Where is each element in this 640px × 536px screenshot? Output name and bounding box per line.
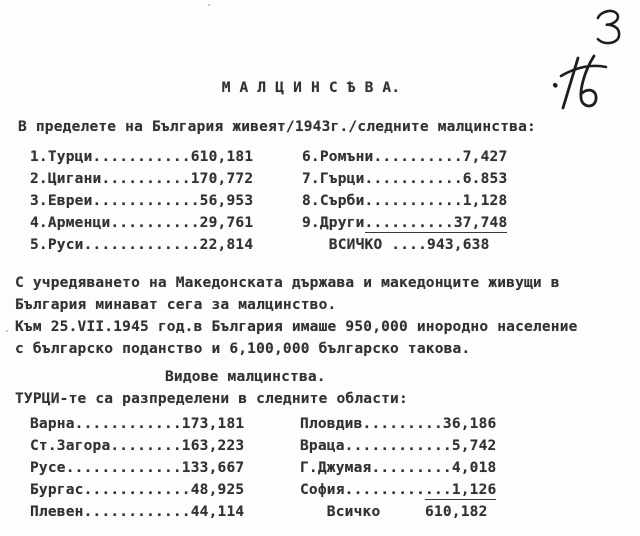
regions-right-column <box>300 413 496 523</box>
page-title: М А Л Ц И Н С Ѣ В А. <box>221 80 401 96</box>
list-item-label: Пловдив <box>300 416 363 432</box>
list-item: 1.Турци...........610,181 <box>30 149 254 165</box>
turks-distribution-line: ТУРЦИ-те са разпределени в следните области: <box>15 391 408 407</box>
list-item: Бургас............48,925 <box>30 482 245 498</box>
body-paragraphs <box>15 272 578 360</box>
list-item-label: Г.Джумая <box>300 460 372 476</box>
intro-line: В пределете на България живеят/1943г./следните малцинства: <box>18 119 536 135</box>
list-item: 5.Руси.............22,814 <box>30 237 254 253</box>
list-item-value: ...1,126 <box>425 482 497 498</box>
list-item <box>300 435 496 457</box>
list-item <box>302 168 507 190</box>
list-item: 3.Евреи............56,953 <box>30 193 254 209</box>
list-item <box>302 190 507 212</box>
list-item-value: ............5,742 <box>344 438 497 454</box>
list-item: 2.Цигани..........170,772 <box>30 171 254 187</box>
list-item-label: 9.Други <box>302 215 365 231</box>
minorities-total: ВСИЧКО ....943,638 <box>302 237 490 253</box>
list-item: Русе.............133,667 <box>30 460 245 476</box>
list-item-label: 6.Ромъни <box>302 149 374 165</box>
list-item: Ст.Загора........163,223 <box>30 438 245 454</box>
paragraph-line: България минават сега за малцинство. <box>15 297 337 313</box>
list-item: Варна............173,181 <box>30 416 245 432</box>
list-item-value: .........4,018 <box>371 460 497 476</box>
minorities-left-column <box>30 146 253 256</box>
paragraph-line: С учредяването на Македонската държава и македонците живущи в <box>15 275 560 291</box>
list-item-value: ...........1,128 <box>364 193 508 209</box>
list-item <box>300 457 496 479</box>
list-item-value: ..........7,427 <box>373 149 508 165</box>
list-item: 4.Арменци..........29,761 <box>30 215 254 231</box>
minorities-right-column <box>302 146 507 256</box>
list-item-label: 7.Гърци <box>302 171 365 187</box>
list-item <box>300 479 496 501</box>
list-item-value: ..........37,748 <box>364 215 508 231</box>
list-item-label: Враца <box>300 438 345 454</box>
handwritten-page-number-icon <box>594 8 624 48</box>
scan-speck <box>6 330 8 332</box>
list-item: Плевен............44,114 <box>30 504 245 520</box>
list-item <box>302 212 507 234</box>
list-item-value: .........36,186 <box>362 416 497 432</box>
paragraph-line: с българско поданство и 6,100,000 българско такова. <box>15 341 471 357</box>
regions-total: Всичко 610,182 <box>300 504 488 520</box>
list-item-label: София <box>300 482 345 498</box>
paragraph-line: Към 25.VII.1945 год.в България имаше 950,000 инородно население <box>15 319 578 335</box>
list-item <box>302 146 507 168</box>
list-item-dots: ......... <box>344 482 426 498</box>
section-heading: Видове малцинства. <box>165 369 326 385</box>
regions-left-column <box>30 413 244 523</box>
scan-speck <box>208 4 210 6</box>
list-item-value: ...........6.853 <box>364 171 508 187</box>
list-item <box>300 413 496 435</box>
list-item-label: 8.Сърби <box>302 193 365 209</box>
